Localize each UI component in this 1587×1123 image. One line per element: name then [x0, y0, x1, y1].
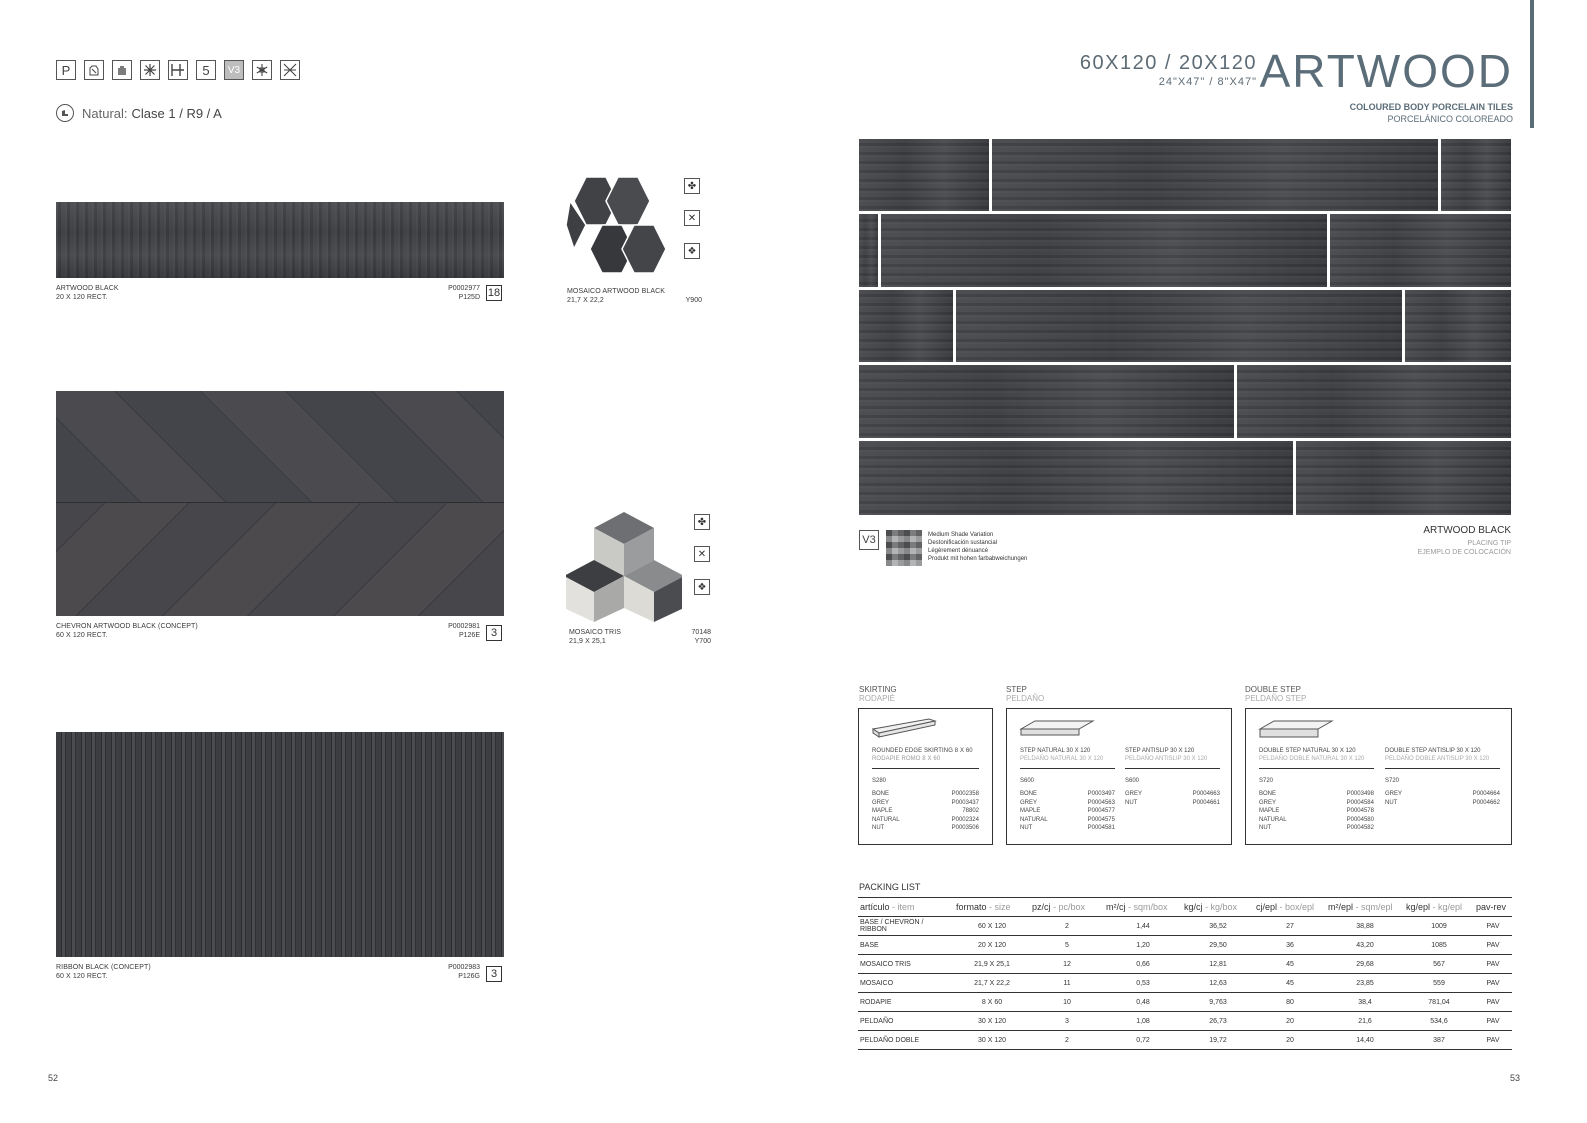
item-es: PELDAÑO DOBLE ANTISLIP 30 X 120 — [1385, 756, 1490, 762]
table-cell: 21,9 X 25,1 — [954, 955, 1030, 974]
col-header: kg/epl - kg/epl — [1404, 898, 1474, 917]
mosaico-tris-image — [566, 510, 682, 622]
product-ref: P125D — [458, 294, 480, 301]
table-row — [858, 1031, 1512, 1050]
ref: P0003498 — [1346, 791, 1374, 797]
table-cell: PAV — [1474, 1012, 1512, 1031]
table-cell: 45 — [1254, 974, 1326, 993]
table-cell: 36,52 — [1182, 917, 1254, 936]
mosaic-name: MOSAICO ARTWOOD BLACK — [567, 288, 666, 295]
item-es: RODAPIE ROMO 8 X 60 — [872, 756, 941, 762]
double-step-title-es: PELDAÑO STEP — [1245, 694, 1307, 703]
double-step-box — [1245, 708, 1512, 845]
table-cell: 29,50 — [1182, 936, 1254, 955]
col-header: kg/cj - kg/box — [1182, 898, 1254, 917]
product-ref: P126G — [458, 973, 480, 980]
table-cell: 12,63 — [1182, 974, 1254, 993]
ref: P0004581 — [1087, 825, 1115, 831]
ref: P0003437 — [951, 799, 979, 806]
mosaic-ref: Y700 — [694, 638, 711, 645]
artwood-black-tile-image — [56, 202, 504, 278]
placing-tip-en: PLACING TIP — [1467, 540, 1511, 547]
brand-accent-bar — [1530, 0, 1534, 128]
packing-list-title: PACKING LIST — [859, 882, 921, 892]
product-1-codes — [420, 284, 480, 302]
product-3-info — [56, 963, 151, 981]
table-cell: 30 X 120 — [954, 1031, 1030, 1050]
pieces-badge: 3 — [486, 966, 502, 982]
natural-label: Natural: — [82, 105, 128, 121]
shade-line: Légèrement dénuancé — [928, 548, 989, 554]
table-row — [858, 955, 1512, 974]
pei-icon: P — [56, 60, 76, 80]
mosaic-pattern-icon: ✤ — [684, 178, 700, 194]
table-cell: 20 X 120 — [954, 936, 1030, 955]
mosaic-name: MOSAICO TRIS — [569, 629, 622, 636]
table-cell: 12 — [1030, 955, 1104, 974]
color: NUT — [1125, 799, 1138, 806]
table-cell: 0,48 — [1104, 993, 1182, 1012]
shade-line: Medium Shade Variation — [928, 532, 994, 538]
table-cell: 38,88 — [1326, 917, 1404, 936]
table-cell: 23,85 — [1326, 974, 1404, 993]
table-cell: PELDAÑO — [858, 1012, 954, 1031]
col-header: m²/epl - sqm/epl — [1326, 898, 1404, 917]
step-box — [1006, 708, 1232, 845]
col-header: cj/epl - box/epl — [1254, 898, 1326, 917]
item-en: ROUNDED EDGE SKIRTING 8 X 60 — [872, 748, 973, 754]
table-row — [858, 1012, 1512, 1031]
table-cell: 1085 — [1404, 936, 1474, 955]
table-cell: 14,40 — [1326, 1031, 1404, 1050]
skirting-code: S280 — [872, 778, 887, 784]
table-cell: 559 — [1404, 974, 1474, 993]
step-b-colors — [1125, 790, 1142, 807]
table-cell: PAV — [1474, 917, 1512, 936]
ref: P0004584 — [1346, 799, 1374, 806]
placing-tip-es: EJEMPLO DE COLOCACIÓN — [1417, 549, 1511, 556]
table-cell: 0,66 — [1104, 955, 1182, 974]
skirting-heading — [859, 685, 897, 703]
product-name: ARTWOOD BLACK — [56, 285, 119, 292]
shade-line: Produkt mit hohen farbabweichungen — [928, 556, 1028, 562]
color: GREY — [1259, 799, 1277, 806]
ref: P0004577 — [1087, 808, 1115, 814]
mosaic-2-codes — [660, 628, 711, 646]
subtitle-en: COLOURED BODY PORCELAIN TILES — [1349, 102, 1513, 112]
product-size: 60 X 120 RECT. — [56, 632, 108, 639]
product-size: 20 X 120 RECT. — [56, 294, 108, 301]
table-row — [858, 936, 1512, 955]
table-cell: 21,7 X 22,2 — [954, 974, 1030, 993]
table-cell: PAV — [1474, 955, 1512, 974]
color: GREY — [1020, 799, 1038, 806]
shade-v3-icon: V3 — [224, 60, 244, 80]
product-code: P0002977 — [448, 285, 480, 292]
placing-caption — [1418, 525, 1511, 556]
ref: P0004575 — [1087, 816, 1115, 823]
table-cell: 1,08 — [1104, 1012, 1182, 1031]
col-header: pav-rev — [1474, 898, 1512, 917]
double-step-heading — [1245, 685, 1306, 703]
shade-line: Destonificación sustancial — [928, 540, 998, 546]
dots-pattern-icon: ❖ — [684, 243, 700, 259]
slip-resistance — [56, 104, 222, 122]
table-row — [858, 974, 1512, 993]
col-header: formato - size — [954, 898, 1030, 917]
table-cell: 21,6 — [1326, 1012, 1404, 1031]
double-step-title: DOUBLE STEP — [1245, 685, 1302, 694]
skirting-title: SKIRTING — [859, 685, 897, 694]
double-step-a-code: S720 — [1259, 778, 1274, 784]
subtitle-es: PORCELÁNICO COLOREADO — [1387, 114, 1513, 124]
mosaic-code: 70148 — [691, 629, 711, 636]
table-cell: 10 — [1030, 993, 1104, 1012]
ref: P0004661 — [1192, 799, 1220, 806]
table-cell: 9,763 — [1182, 993, 1254, 1012]
table-row — [858, 993, 1512, 1012]
product-ref: P126E — [458, 632, 480, 639]
faces-icon: 5 — [196, 60, 216, 80]
table-cell: RODAPIE — [858, 993, 954, 1012]
ref: P0003497 — [1087, 791, 1115, 797]
gloves-icon — [84, 60, 104, 80]
color: GREY — [1385, 791, 1403, 797]
product-name: RIBBON BLACK (CONCEPT) — [56, 964, 151, 971]
cross-icon: ✕ — [684, 210, 700, 226]
table-cell: 12,81 — [1182, 955, 1254, 974]
color: NUT — [1259, 825, 1272, 831]
table-cell: 29,68 — [1326, 955, 1404, 974]
table-cell: 20 — [1254, 1012, 1326, 1031]
table-cell: BASE — [858, 936, 954, 955]
ref: P0002358 — [951, 791, 979, 797]
step-title-es: PELDAÑO — [1006, 694, 1045, 703]
product-size: 60 X 120 RECT. — [56, 973, 108, 980]
step-a-code: S600 — [1020, 778, 1035, 784]
color: NATURAL — [1259, 816, 1287, 823]
table-cell: 38,4 — [1326, 993, 1404, 1012]
mosaic-1-ref: Y900 — [685, 297, 702, 304]
packing-list-table — [858, 897, 1512, 1050]
shade-description — [928, 531, 1027, 563]
table-cell: PAV — [1474, 993, 1512, 1012]
color: NUT — [872, 825, 885, 831]
star-icon — [140, 60, 160, 80]
ref: P0004663 — [1192, 791, 1220, 797]
double-step-b-colors — [1385, 790, 1402, 807]
dots-pattern-icon: ❖ — [694, 579, 710, 595]
color: BONE — [872, 791, 890, 797]
placing-tip-image — [859, 139, 1511, 515]
mosaico-artwood-black-image — [564, 175, 672, 283]
placing-name: ARTWOOD BLACK — [1423, 525, 1511, 536]
step-heading — [1006, 685, 1044, 703]
step-b-item — [1125, 747, 1207, 763]
table-cell: 19,72 — [1182, 1031, 1254, 1050]
color: MAPLE — [872, 808, 893, 814]
color: NUT — [1020, 825, 1033, 831]
double-step-a-item — [1259, 747, 1364, 763]
color: MAPLE — [1259, 808, 1280, 814]
table-cell: PAV — [1474, 1031, 1512, 1050]
hand-icon — [112, 60, 132, 80]
table-cell: 27 — [1254, 917, 1326, 936]
ref: P0004563 — [1087, 799, 1115, 806]
table-cell: 45 — [1254, 955, 1326, 974]
table-cell: 0,72 — [1104, 1031, 1182, 1050]
table-cell: 2 — [1030, 917, 1104, 936]
item-en: DOUBLE STEP NATURAL 30 X 120 — [1259, 748, 1356, 754]
ref: 78802 — [962, 808, 979, 814]
packing-header-row — [858, 898, 1512, 917]
mosaic-1-info — [567, 287, 665, 305]
table-cell: 20 — [1254, 1031, 1326, 1050]
step-b-code: S600 — [1125, 778, 1140, 784]
table-cell: 1,44 — [1104, 917, 1182, 936]
table-cell: BASE / CHEVRON / RIBBON — [858, 917, 954, 936]
product-name: CHEVRON ARTWOOD BLACK (CONCEPT) — [56, 623, 198, 630]
natural-value: Clase 1 / R9 / A — [131, 105, 222, 121]
product-2-codes — [420, 622, 480, 640]
item-es: PELDAÑO ANTISLIP 30 X 120 — [1125, 756, 1208, 762]
step-piece-icon — [1019, 717, 1095, 739]
mosaic-size: 21,9 X 25,1 — [569, 638, 606, 645]
table-cell: 0,53 — [1104, 974, 1182, 993]
snowflake-icon — [252, 60, 272, 80]
step-title: STEP — [1006, 685, 1027, 694]
table-cell: MOSAICO TRIS — [858, 955, 954, 974]
table-cell: 43,20 — [1326, 936, 1404, 955]
table-cell: 2 — [1030, 1031, 1104, 1050]
skirting-piece-icon — [871, 717, 937, 739]
table-cell: 26,73 — [1182, 1012, 1254, 1031]
mosaic-2-info — [569, 628, 621, 646]
double-step-b-item — [1385, 747, 1489, 763]
product-3-codes — [420, 963, 480, 981]
col-header: m²/cj - sqm/box — [1104, 898, 1182, 917]
step-a-refs — [1083, 790, 1115, 833]
color: NUT — [1385, 799, 1398, 806]
table-cell: 3 — [1030, 1012, 1104, 1031]
shade-v3-badge: V3 — [859, 530, 879, 550]
pieces-badge: 3 — [486, 625, 502, 641]
pieces-badge: 18 — [487, 287, 501, 299]
table-cell: 781,04 — [1404, 993, 1474, 1012]
step-a-item — [1020, 747, 1103, 763]
page-number-left: 52 — [48, 1073, 59, 1083]
ribbon-black-tile-image — [56, 732, 504, 957]
technical-icons-row — [56, 60, 300, 80]
table-cell: PELDAÑO DOBLE — [858, 1031, 954, 1050]
table-cell: 5 — [1030, 936, 1104, 955]
color: NATURAL — [1020, 816, 1048, 823]
table-cell: 11 — [1030, 974, 1104, 993]
format-sizes-inches: 24"X47" / 8"X47" — [1158, 76, 1257, 88]
ref: P0004578 — [1346, 808, 1374, 814]
step-b-refs — [1188, 790, 1220, 807]
shoe-icon — [56, 104, 74, 122]
table-cell: 387 — [1404, 1031, 1474, 1050]
product-code: P0002983 — [448, 964, 480, 971]
format-sizes: 60X120 / 20X120 — [1079, 52, 1257, 74]
ref: P0004662 — [1472, 799, 1500, 806]
table-cell: 8 X 60 — [954, 993, 1030, 1012]
color: NATURAL — [872, 816, 900, 823]
table-cell: PAV — [1474, 936, 1512, 955]
double-step-a-colors — [1259, 790, 1287, 833]
table-cell: PAV — [1474, 974, 1512, 993]
double-step-b-refs — [1468, 790, 1500, 807]
item-es: PELDAÑO NATURAL 30 X 120 — [1020, 756, 1104, 762]
skirting-refs — [952, 790, 979, 833]
step-a-colors — [1020, 790, 1048, 833]
double-step-a-refs — [1342, 790, 1374, 833]
double-step-b-code: S720 — [1385, 778, 1400, 784]
mosaic-pattern-icon: ✤ — [694, 514, 710, 530]
ref: P0004580 — [1346, 816, 1374, 823]
item-en: STEP ANTISLIP 30 X 120 — [1125, 748, 1195, 754]
cross-icon — [280, 60, 300, 80]
table-cell: 1,20 — [1104, 936, 1182, 955]
skirting-item — [872, 747, 973, 763]
item-en: DOUBLE STEP ANTISLIP 30 X 120 — [1385, 748, 1481, 754]
color: BONE — [1020, 791, 1038, 797]
ref: P0004582 — [1346, 825, 1374, 831]
table-cell: 567 — [1404, 955, 1474, 974]
color: BONE — [1259, 791, 1277, 797]
color: GREY — [1125, 791, 1143, 797]
item-es: PELDAÑO DOBLE NATURAL 30 X 120 — [1259, 756, 1365, 762]
color: MAPLE — [1020, 808, 1041, 814]
double-step-piece-icon — [1258, 717, 1334, 741]
collection-title: ARTWOOD — [1259, 45, 1513, 97]
skirting-colors — [872, 790, 900, 833]
table-row — [858, 917, 1512, 936]
product-1-info — [56, 284, 119, 302]
table-cell: 534,6 — [1404, 1012, 1474, 1031]
table-cell: MOSAICO — [858, 974, 954, 993]
skirting-box — [858, 708, 993, 845]
ref: P0002324 — [951, 816, 979, 823]
table-cell: 1009 — [1404, 917, 1474, 936]
col-header: artículo - item — [858, 898, 954, 917]
ref: P0004664 — [1472, 791, 1500, 797]
product-code: P0002981 — [448, 623, 480, 630]
cross-icon: ✕ — [694, 546, 710, 562]
table-cell: 60 X 120 — [954, 917, 1030, 936]
item-en: STEP NATURAL 30 X 120 — [1020, 748, 1091, 754]
color: GREY — [872, 799, 890, 806]
col-header: pz/cj - pc/box — [1030, 898, 1104, 917]
rectified-icon — [168, 60, 188, 80]
shade-swatch — [886, 530, 922, 566]
table-cell: 30 X 120 — [954, 1012, 1030, 1031]
product-2-info — [56, 622, 198, 640]
mosaic-size: 21,7 X 22,2 — [567, 297, 604, 304]
table-cell: 36 — [1254, 936, 1326, 955]
table-cell: 80 — [1254, 993, 1326, 1012]
ref: P0003506 — [951, 825, 979, 831]
skirting-title-es: RODAPIÉ — [859, 694, 896, 703]
chevron-artwood-tile-image — [56, 391, 504, 616]
page-number-right: 53 — [1510, 1073, 1521, 1083]
